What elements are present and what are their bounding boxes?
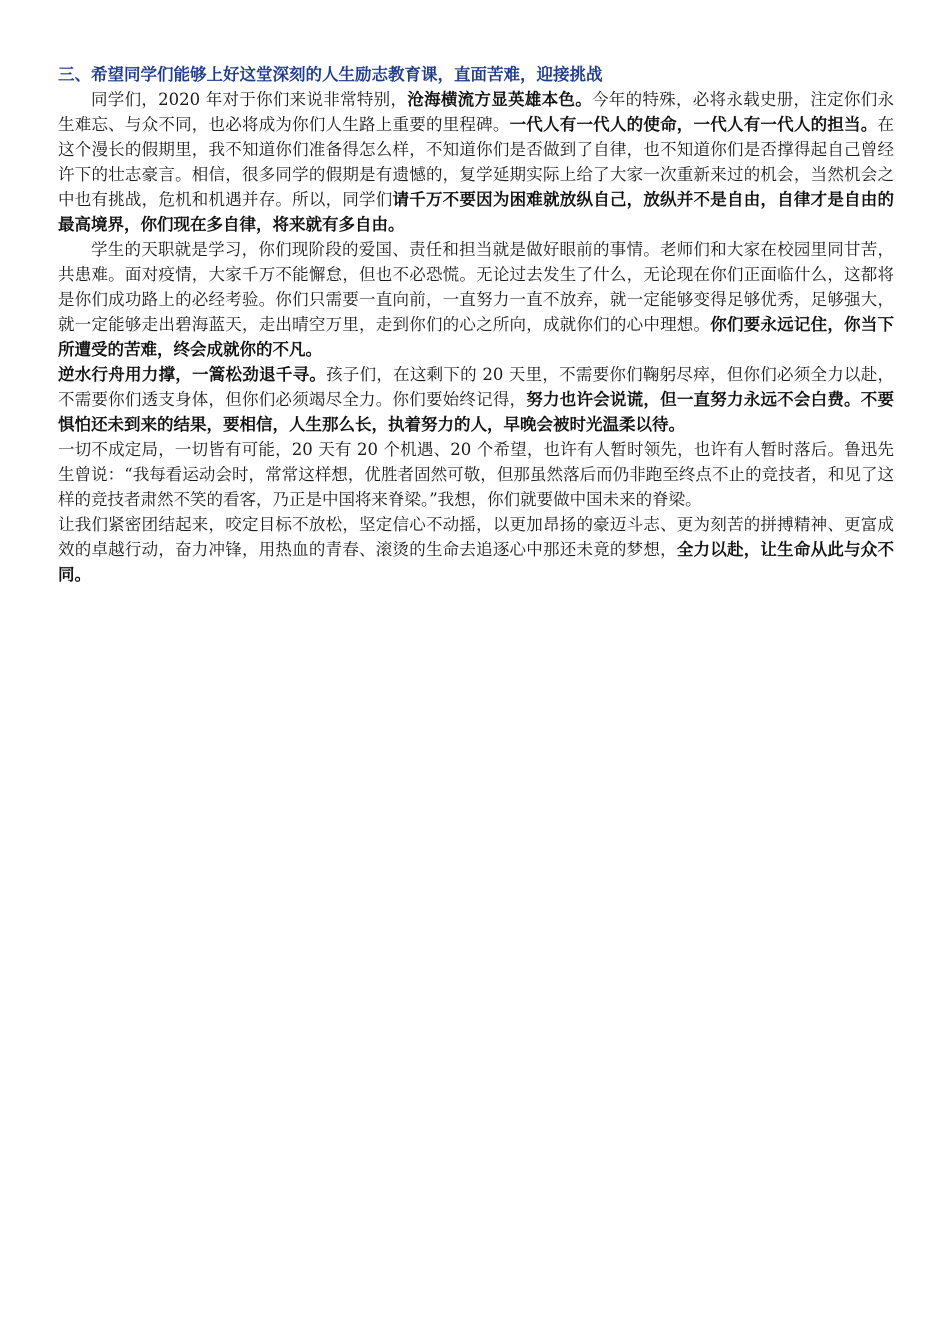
section-heading: 三、希望同学们能够上好这堂深刻的人生励志教育课，直面苦难，迎接挑战 bbox=[58, 65, 603, 84]
paragraph-1-text-3: 在这个漫长的假期里，我不知道你们准备得怎么样，不知道你们是否做到了自律，也不知道你们是否撑得起自己曾经许下的壮志豪言。相信，很多同学的假期是有遗憾的，复学延期实际上给了大家一次重新来过的机会，当然机会之中也有挑战，危机和机遇并存。所以，同学们 bbox=[58, 115, 895, 209]
paragraph-1 bbox=[58, 87, 894, 237]
paragraph-1-bold-1: 沧海横流方显英雄本色。 bbox=[407, 90, 592, 109]
paragraph-2 bbox=[58, 237, 894, 362]
paragraph-3-bold-2: 努力也许会说谎，但一直努力永远不会白费。不要惧怕还未到来的结果，要相信，人生那么长，执着努力的人，早晚会被时光温柔以待。 bbox=[58, 390, 895, 434]
document-page bbox=[58, 62, 894, 587]
paragraph-1-text-2: 今年的特殊，必将永载史册，注定你们永生难忘、与众不同，也必将成为你们人生路上重要的里程碑。 bbox=[58, 90, 895, 134]
paragraph-1-bold-3: 请千万不要因为困难就放纵自己，放纵并不是自由，自律才是自由的最高境界，你们现在多自律，将来就有多自由。 bbox=[58, 190, 895, 234]
paragraph-2-text-1: 学生的天职就是学习，你们现阶段的爱国、责任和担当就是做好眼前的事情。老师们和大家在校园里同甘苦，共患难。面对疫情，大家千万不能懈怠，但也不必恐慌。无论过去发生了什么，无论现在你们正面临什么，这都将是你们成功路上的必经考验。你们只需要一直向前，一直努力一直不放弃，就一定能够变得足够优秀，足够强大，就一定能够走出碧海蓝天，走出晴空万里，走到你们的心之所向，成就你们的心中理想。 bbox=[58, 240, 894, 334]
paragraph-2-bold-1: 你们要永远记住，你当下所遭受的苦难，终会成就你的不凡。 bbox=[58, 315, 895, 359]
paragraph-4-text-1: 一切不成定局，一切皆有可能，20 天有 20 个机遇、20 个希望，也许有人暂时领先，也许有人暂时落后。鲁迅先生曾说：“我每看运动会时，常常这样想，优胜者固然可敬，但那虽然落后而仍非跑至终点不止的竞技者，和见了这样的竞技者肃然不笑的看客，乃正是中国将来脊梁。”我想，你们就要做中国未来的脊梁。 bbox=[58, 440, 894, 509]
paragraph-5-bold-1: 全力以赴，让生命从此与众不同。 bbox=[58, 540, 895, 584]
paragraph-1-bold-2: 一代人有一代人的使命，一代人有一代人的担当。 bbox=[509, 115, 878, 134]
paragraph-3 bbox=[58, 362, 894, 437]
paragraph-4 bbox=[58, 437, 894, 512]
paragraph-3-text-1: 孩子们，在这剩下的 20 天里，不需要你们鞠躬尽瘁，但你们必须全力以赴，不需要你们透支身体，但你们必须竭尽全力。你们要始终记得， bbox=[58, 365, 894, 409]
paragraph-3-bold-1: 逆水行舟用力撑，一篙松劲退千寻。 bbox=[58, 365, 327, 384]
paragraph-5-text-1: 让我们紧密团结起来，咬定目标不放松，坚定信心不动摇，以更加昂扬的豪迈斗志、更为刻苦的拼搏精神、更富成效的卓越行动，奋力冲锋，用热血的青春、滚烫的生命去追逐心中那还未竟的梦想， bbox=[58, 515, 894, 559]
paragraph-5 bbox=[58, 512, 894, 587]
paragraph-1-text-1: 同学们，2020 年对于你们来说非常特别， bbox=[91, 90, 408, 109]
